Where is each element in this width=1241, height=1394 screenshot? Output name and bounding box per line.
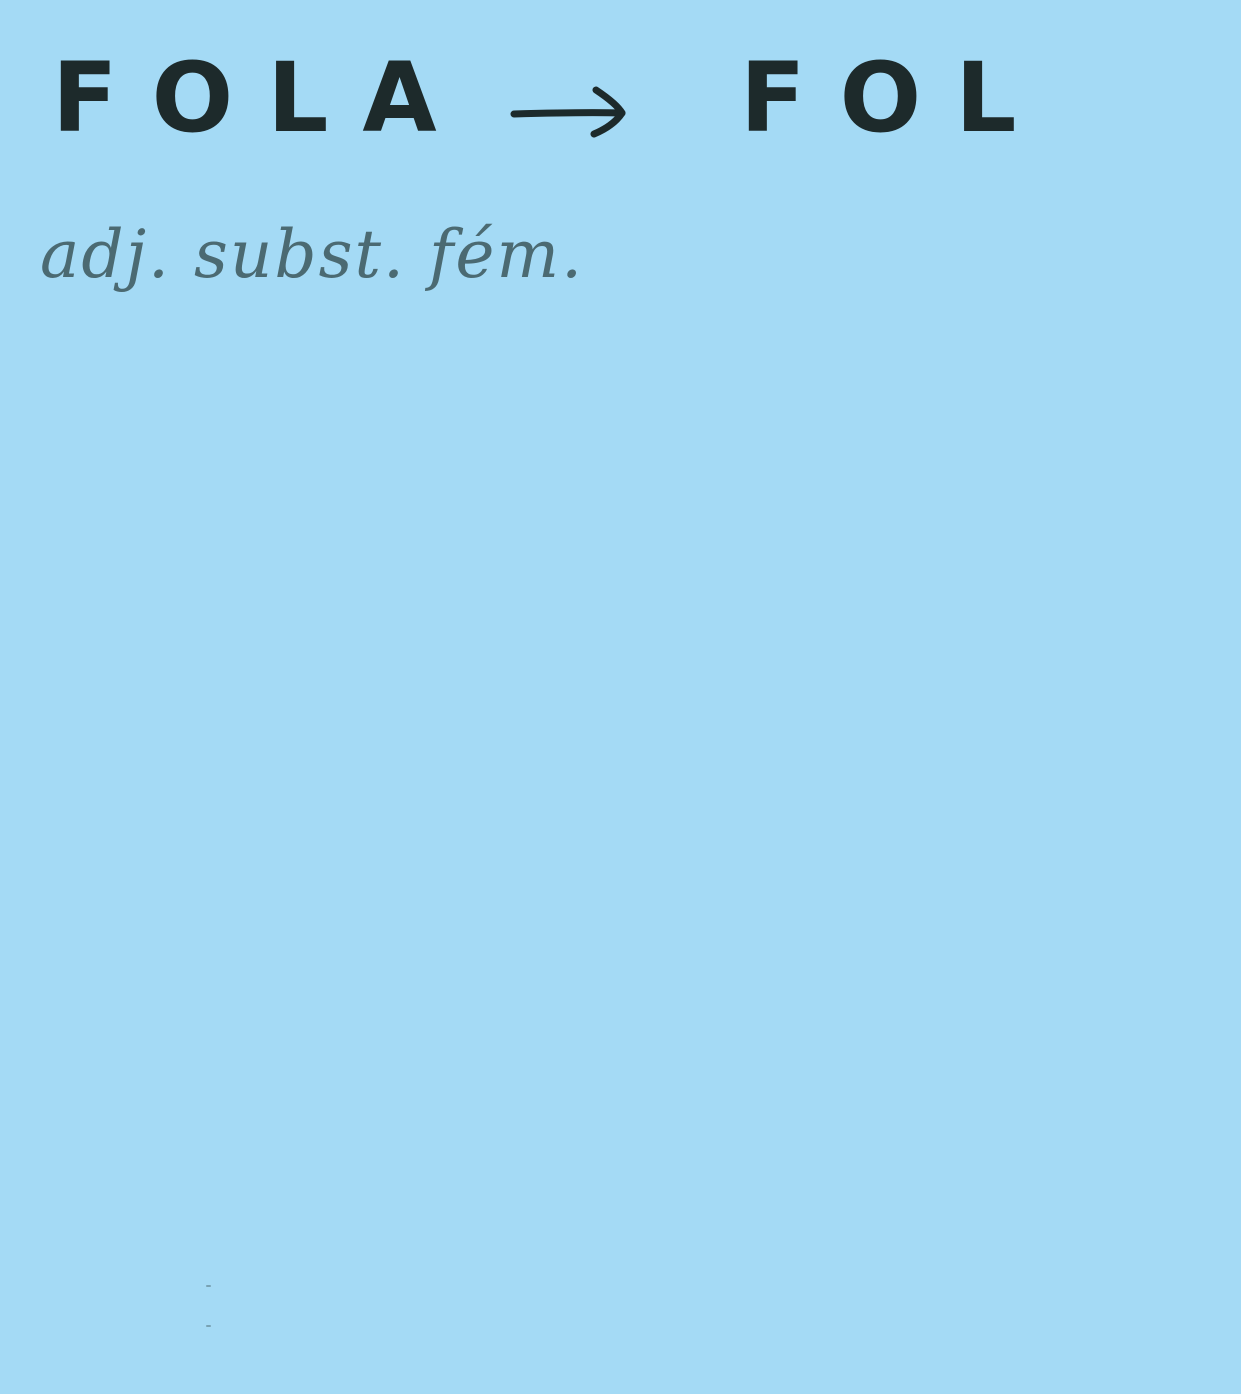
right-arrow-icon bbox=[508, 82, 632, 138]
target-word: FOL bbox=[740, 42, 1051, 154]
paper-speck bbox=[206, 1325, 211, 1327]
paper-speck bbox=[206, 1285, 211, 1287]
grammar-note: adj. subst. fém. bbox=[40, 216, 585, 293]
arrow-shaft bbox=[514, 113, 622, 114]
source-word: FOLA bbox=[52, 42, 471, 154]
